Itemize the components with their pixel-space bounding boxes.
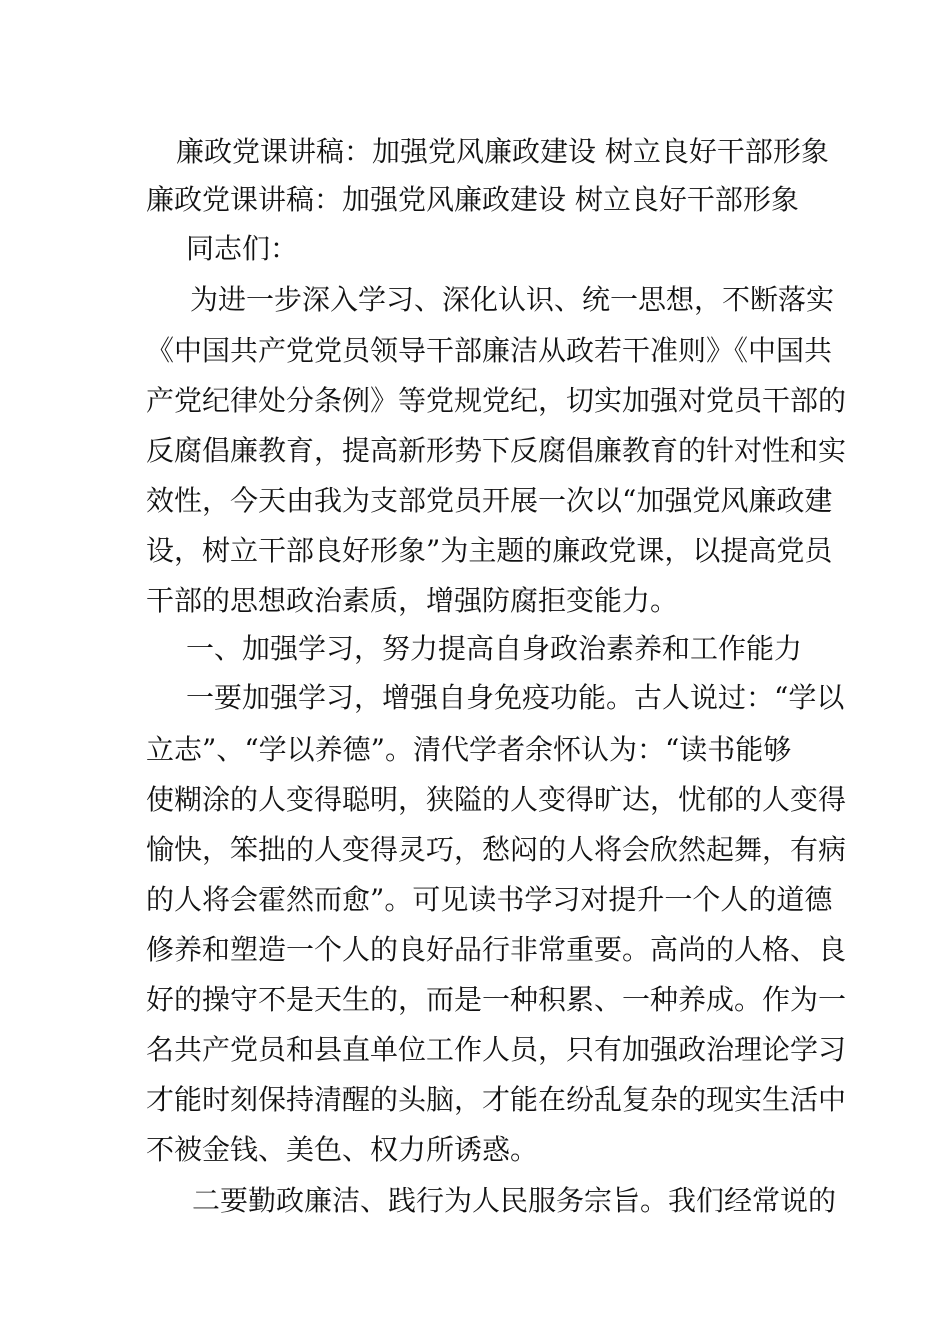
paragraph-2-line-3: 使糊涂的人变得聪明，狭隘的人变得旷达，忧郁的人变得 [146, 783, 847, 816]
paragraph-1-line-3: 产党纪律处分条例》等党规党纪，切实加强对党员干部的 [146, 384, 847, 417]
paragraph-2-line-6: 修养和塑造一个人的良好品行非常重要。高尚的人格、良 [146, 933, 847, 966]
paragraph-1-line-4: 反腐倡廉教育，提高新形势下反腐倡廉教育的针对性和实 [146, 434, 847, 467]
paragraph-1-line-2: 《中国共产党党员领导干部廉洁从政若干准则》《中国共 [146, 334, 833, 367]
document-title: 廉政党课讲稿：加强党风廉政建设 树立良好干部形象 [176, 135, 829, 168]
paragraph-1-line-6: 设，树立干部良好形象”为主题的廉政党课，以提高党员 [146, 534, 833, 567]
paragraph-1-line-5: 效性，今天由我为支部党员开展一次以“加强党风廉政建 [146, 484, 833, 517]
salutation: 同志们： [186, 232, 299, 265]
paragraph-2-line-8: 名共产党员和县直单位工作人员，只有加强政治理论学习 [146, 1033, 847, 1066]
paragraph-2-line-9: 才能时刻保持清醒的头脑，才能在纷乱复杂的现实生活中 [146, 1083, 847, 1116]
paragraph-3-line-1: 二要勤政廉洁、践行为人民服务宗旨。我们经常说的 [192, 1184, 837, 1217]
paragraph-2-line-4: 愉快，笨拙的人变得灵巧，愁闷的人将会欣然起舞，有病 [146, 833, 847, 866]
paragraph-2-line-10: 不被金钱、美色、权力所诱惑。 [146, 1133, 539, 1166]
paragraph-2-line-2: 立志”、“学以养德”。清代学者余怀认为：“读书能够 [146, 733, 792, 766]
paragraph-2-line-1: 一要加强学习，增强自身免疫功能。古人说过：“学以 [186, 681, 845, 714]
section-1-heading: 一、加强学习，努力提高自身政治素养和工作能力 [186, 632, 803, 665]
paragraph-2-line-5: 的人将会霍然而愈”。可见读书学习对提升一个人的道德 [146, 883, 833, 916]
paragraph-1-line-1: 为进一步深入学习、深化认识、统一思想，不断落实 [190, 283, 835, 316]
paragraph-1-line-7: 干部的思想政治素质，增强防腐拒变能力。 [146, 584, 679, 617]
document-title-repeat: 廉政党课讲稿：加强党风廉政建设 树立良好干部形象 [146, 183, 799, 216]
paragraph-2-line-7: 好的操守不是天生的，而是一种积累、一种养成。作为一 [146, 983, 847, 1016]
